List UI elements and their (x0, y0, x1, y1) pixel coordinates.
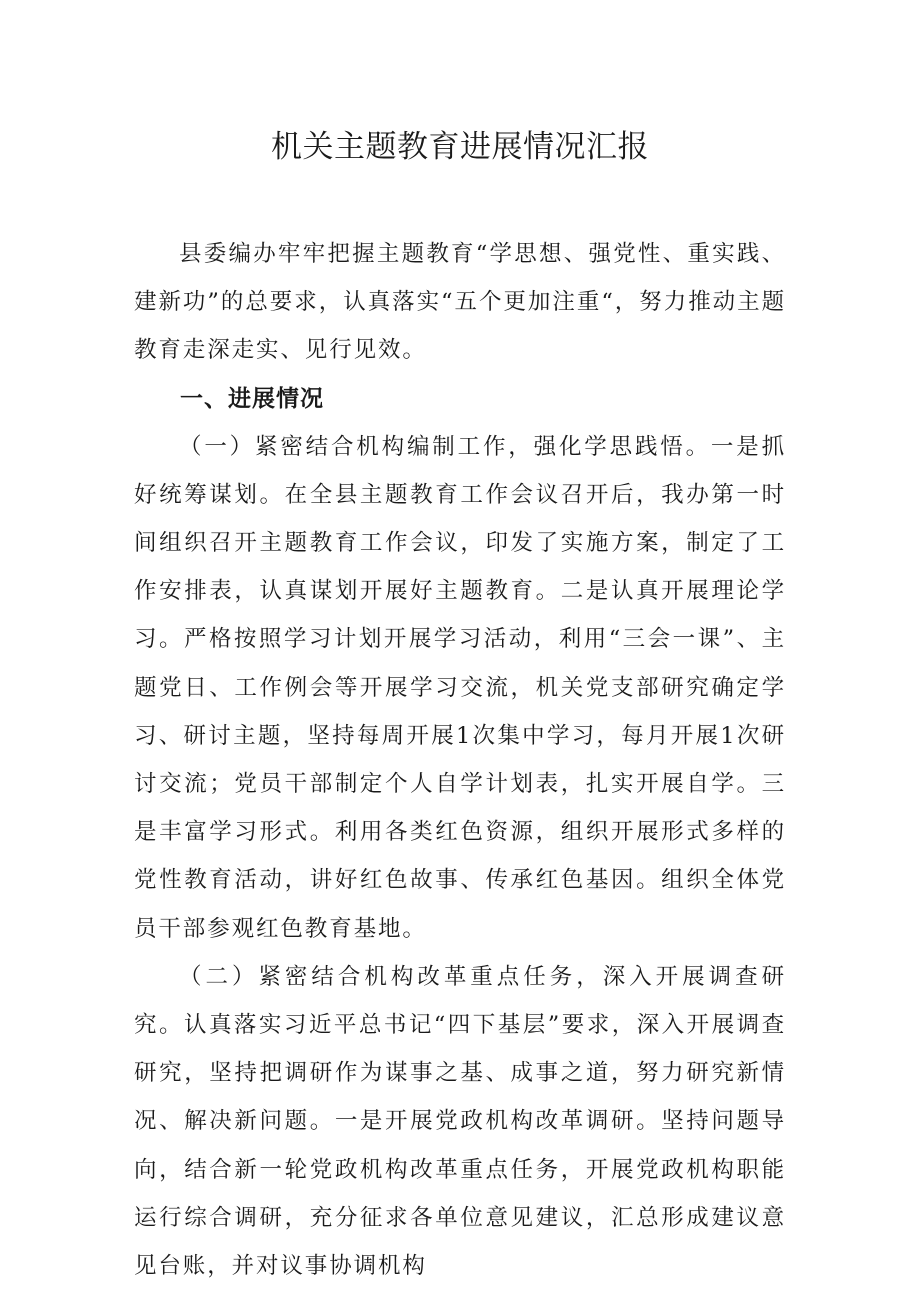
section-heading: 一、进展情况 (180, 385, 324, 412)
body-paragraph-1: （一）紧密结合机构编制工作，强化学思践悟。一是抓好统筹谋划。在全县主题教育工作会议召开后，我办第一时间组织召开主题教育工作会议，印发了实施方案，制定了工作安排表，认真谋划开展好主题教育。二是认真开展理论学习。严格按照学习计划开展学习活动，利用“三会一课”、主题党日、工作例会等开展学习交流，机关党支部研究确定学习、研讨主题，坚持每周开展1次集中学习，每月开展1次研讨交流；党员干部制定个人自学计划表，扎实开展自学。三是丰富学习形式。利用各类红色资源，组织开展形式多样的党性教育活动，讲好红色故事、传承红色基因。组织全体党员干部参观红色教育基地。 (134, 433, 786, 942)
document-title: 机关主题教育进展情况汇报 (271, 129, 649, 165)
body-paragraph-2: （二）紧密结合机构改革重点任务，深入开展调查研究。认真落实习近平总书记“四下基层”要求，深入开展调查研究，坚持把调研作为谋事之基、成事之道，努力研究新情况、解决新问题。一是开展党政机构改革调研。坚持问题导向，结合新一轮党政机构改革重点任务，开展党政机构职能运行综合调研，充分征求各单位意见建议，汇总形成建议意见台账，并对议事协调机构 (134, 963, 786, 1280)
intro-paragraph: 县委编办牢牢把握主题教育“学思想、强党性、重实践、建新功”的总要求，认真落实“五个更加注重“，努力推动主题教育走深走实、见行见效。 (134, 241, 786, 364)
